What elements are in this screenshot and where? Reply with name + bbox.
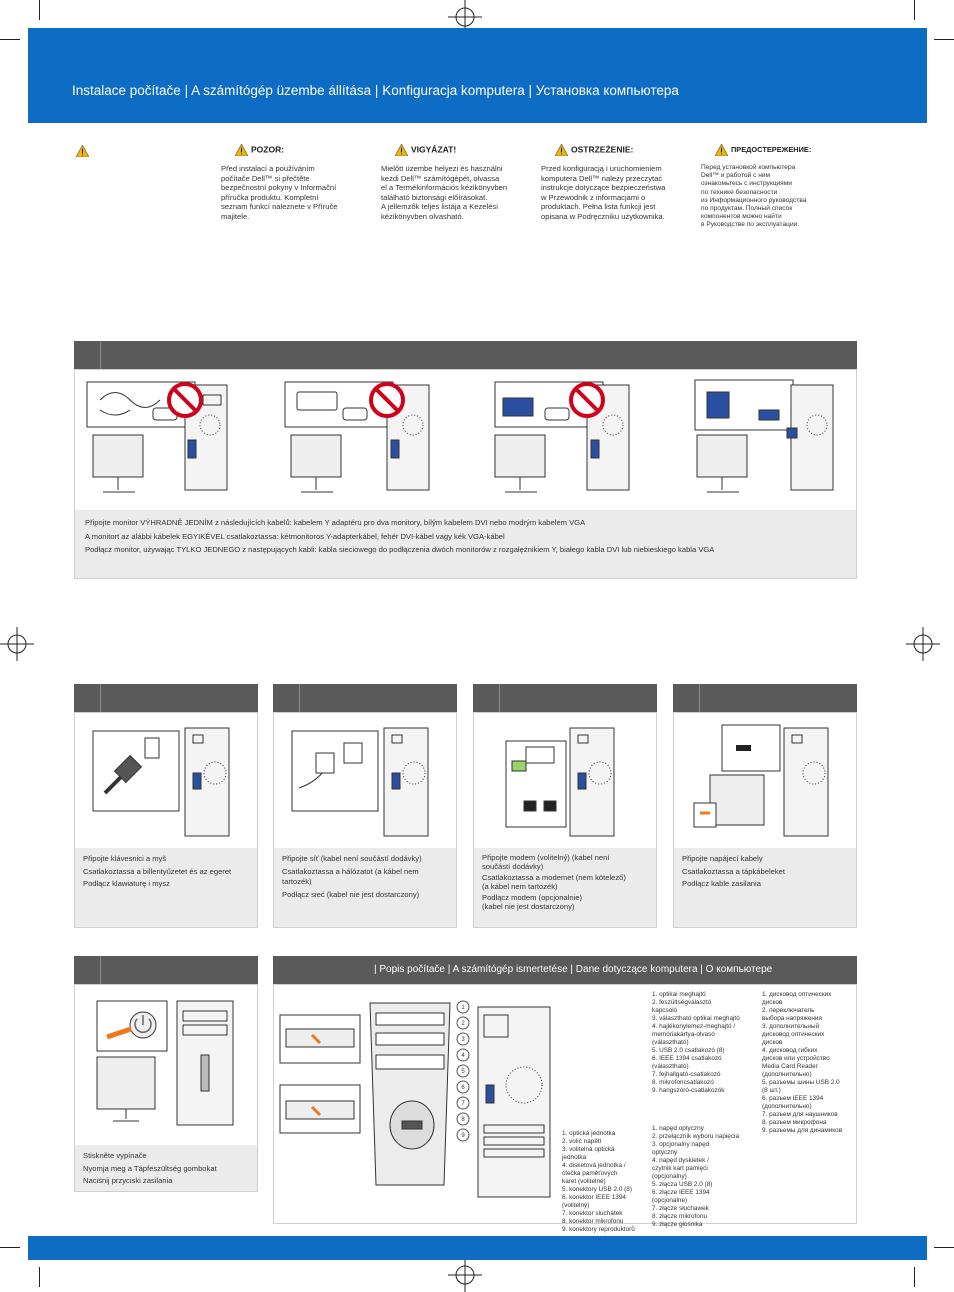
crop-mark [0,39,20,40]
crop-mark [39,0,40,20]
computer-front-back-illustration [274,985,564,1223]
warning-body: Před instalací a používáním počítače Dell™ si přečtěte bezpečnostní pokyny v Informační příručka produktu. Kompletní seznam funkcí naleznete v Příruče majitele. [221,164,338,221]
network-illustration [274,713,456,848]
warning-triangle-icon [395,144,408,156]
step-caption-power-button [75,1145,257,1191]
step-panel-keyboard [74,712,258,928]
warning-triangle-icon [555,144,568,156]
warning-body: Przed konfiguracją i uruchomieniem komputera Dell™ należy przeczytać instrukcje dotyczące bezpieczeństwa w Przewodnik z informacjami o produktach. Pełna lista funkcji jest opisana w Podręczniku użytkownika. [541,164,666,221]
step-header-keyboard [74,684,258,712]
crop-mark [0,1247,20,1248]
callout-list-pl: 1. napęd optyczny 2. przełącznik wyboru napięcia 3. opcjonalny napęd optyczny 4. napęd dyskietek / czytnik kart pamięci (opcjonalny) 5. złącza USB 2.0 (8) 6. złącze IEEE 1394 (opcjonalne) 7. złącze słuchawek 8. złącze mikrofonu 9. złącze głośnika [652,1125,740,1228]
warning-block-pl [541,144,705,222]
callout-number: 8 [461,1117,465,1123]
caption-line: Csatlakoztassa a hálózatot (a kábel nem tartozék) [282,866,419,886]
caption-line: Podłącz modem (opcjonalnie) (kabel nie jest dostarczony) [482,893,583,911]
caption-line: Připojte napájecí kabely [682,854,763,863]
step-header-power-button [74,956,258,984]
caption-line: Csatlakoztassa a tápkábeleket [682,866,785,876]
callout-number: 4 [461,1053,465,1059]
callout-number: 9 [461,1133,465,1139]
about-panel [273,984,857,1233]
caption-line: Nyomja meg a Tápfeszültség gombokat [83,1163,217,1173]
caption-line: Připojte modem (volitelný) (kabel není součástí dodávky) [482,853,610,871]
callout-number: 6 [461,1085,465,1091]
warning-heading: ПРЕДОСТЕРЕЖЕНИЕ: [731,144,812,154]
callout-number: 5 [461,1069,465,1075]
about-title: | Popis počítače | A számítógép ismertetése | Dane dotyczące komputera | О компьютере [374,964,773,975]
caption-line-cs: Připojte monitor VÝHRADNĚ JEDNÍM z následujících kabelů: kabelem Y adaptéru pro dva monitory, bílým kabelem DVI nebo modrým kabelem VGA [85,518,586,527]
callout-list-hu: 1. optikai meghajtó 2. feszültségválasztó kapcsoló 3. választható optikai meghajtó 4. hajlékonylemez-meghajtó / memóriakártya-olvasó (választható) 5. USB 2.0 csatlakozó (8) 6. IEEE 1394 csatlakozó (választható) 7. fejhallgató-csatlakozó 8. mikrofoncsatlakozó 9. hangszóró-csatlakozók [652,991,740,1094]
step-caption-network [274,848,456,927]
callout-list-cs: 1. optická jednotka 2. volič napětí 3. volitelná optická jednotka 4. disketová jednotka / čtečka paměťových karet (volitelné) 5. konektory USB 2.0 (8) 6. konektor IEEE 1394 (volitelný) 7. konektor sluchátek 8. konektor mikrofonu 9. konektory reproduktorů [562,1130,635,1233]
crop-mark [39,1267,40,1287]
crop-mark [934,1247,954,1248]
caption-line-pl: Podłącz monitor, używając TYLKO JEDNEGO z następujących kabli: kabla sieciowego do podłączenia dwóch monitorów z rozgałęźnikiem Y, białego kabla DVI lub niebieskiego kabla VGA [85,545,715,554]
registration-mark-icon [0,627,34,661]
warning-triangle-icon [76,145,89,157]
page-title: Instalace počítače | A számítógép üzembe állítása | Konfiguracja komputera | Установка компьютера [72,83,679,98]
step-header-power-cables [673,684,857,712]
step-header-monitor [74,341,857,369]
warning-block-cs [221,144,375,222]
crop-mark [914,1267,915,1287]
modem-illustration [474,713,656,848]
warning-heading: POZOR: [251,144,285,155]
step-header-network [273,684,457,712]
callout-number: 1 [461,1005,465,1011]
warning-body: Mielőtt üzembe helyezi és használni kezdi Dell™ számítógépét, olvassa el a Termékinformációs kézikönyvben található biztonsági előírásokat. A jellemzők teljes listája a Kezelési kézikönyvben olvasható. [381,164,508,221]
title-banner [28,28,927,123]
step-caption-power-cables [674,848,856,927]
step-panel-power-cables [673,712,857,928]
power-cable-illustration [674,713,856,848]
caption-line: Podłącz klawiaturę i mysz [83,879,170,888]
callout-list-ru: 1. дисковод оптических дисков 2. переключатель выбора напряжения 3. дополнительный дисковод оптических дисков 4. дисковод гибких дисков или устройство Media Card Reader (дополнительно) 5. разъемы шины USB 2.0 (8 шт.) 6. разъем IEEE 1394 (дополнительно) 7. разъем для наушников 8. разъем микрофона 9. разъемы для динамиков [762,991,843,1134]
step-panel-modem [473,712,657,928]
warning-block-ru [701,144,865,230]
about-header [273,956,857,984]
caption-line: Podłącz sieć (kabel nie jest dostarczony) [282,889,420,899]
caption-line-hu: A monitort az alábbi kábelek EGYIKÉVEL csatlakoztassa: kétmonitoros Y-adapterkábel, fehér DVI-kábel vagy kék VGA-kábel [85,531,505,541]
caption-line: Připojte síť (kabel není součástí dodávky) [282,854,422,863]
step-caption-monitor [75,510,856,578]
warning-triangle-icon [715,144,728,156]
caption-line: Stiskněte vypínače [83,1151,147,1160]
caption-line: Připojte klávesnici a myš [83,854,167,863]
keyboard-mouse-illustration [75,713,257,848]
warning-heading: OSTRZEŻENIE: [571,144,634,155]
caption-line: Csatlakoztassa a modemet (nem kötelező) (a kábel nem tartozék) [482,873,626,891]
step-panel-monitor [74,369,857,579]
crop-mark [934,39,954,40]
callout-number: 3 [461,1037,465,1043]
step-caption-modem [474,848,656,927]
power-button-illustration [75,985,257,1145]
step-panel-network [273,712,457,928]
step-header-modem [473,684,657,712]
step-caption-keyboard [75,848,257,927]
registration-mark-icon [906,627,940,661]
crop-mark [914,0,915,20]
warning-triangle-icon [235,144,248,156]
callout-number: 7 [461,1101,465,1107]
warning-body: Перед установкой компьютера Dell™ и работой с ним ознакомьтесь с инструкциями по технике безопасности из Информационного руководства по продуктам. Полный список компонентов можно найти в Руководстве по эксплуатации. [701,164,807,229]
caption-line: Csatlakoztassa a billentyűzetet és az egeret [83,866,232,876]
footer-bar [28,1236,927,1260]
step-panel-power-button [74,984,258,1192]
warning-heading: VIGYÁZAT! [411,144,457,155]
warning-block-hu [381,144,545,222]
callout-number: 2 [461,1021,465,1027]
monitor-connection-illustrations [75,370,856,510]
caption-line: Podłącz kable zasilania [682,879,761,888]
caption-line: Naciśnij przyciski zasilania [83,1176,173,1185]
